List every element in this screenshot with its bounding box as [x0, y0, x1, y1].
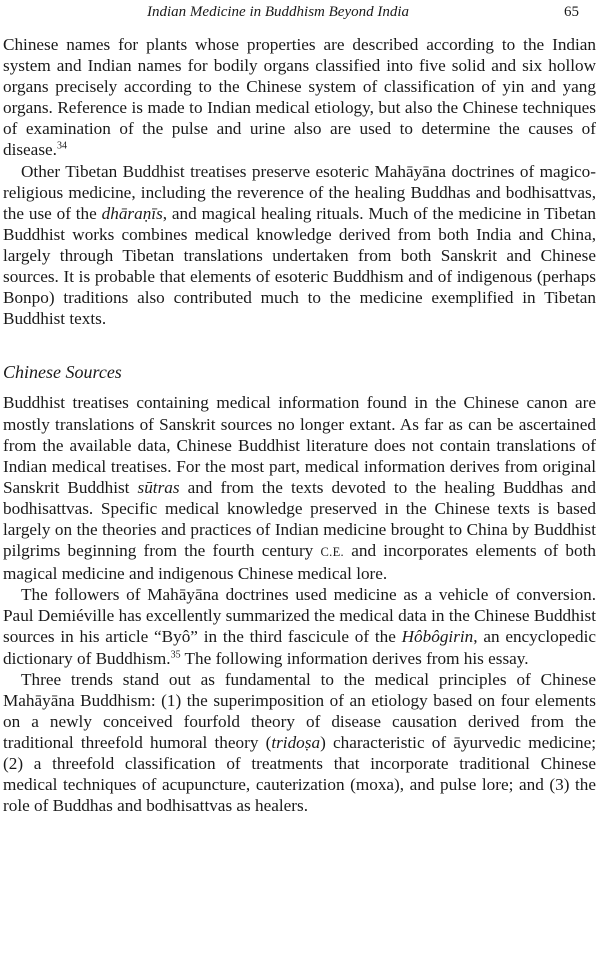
footnote-ref-34: 34	[56, 140, 67, 152]
paragraph-2-text-b: , and magical healing rituals. Much of the medicine in Tibetan Buddhist works combines medical knowledge derived from both India and China, largely through Tibetan translations undertaken from both Sanskrit and Chinese sources. It is probable that elements of esoteric Buddhism and of indigenous (perhaps Bonpo) traditions also contributed much to the medicine exemplified in Tibetan Buddhist texts.	[3, 203, 596, 329]
paragraph-4-text-a: The followers of Mahāyāna doctrines used medicine as a vehicle of conversion. Paul Demiéville has excellently summarized the medical data in the Chinese Buddhist sources in his article	[3, 585, 596, 647]
hobogirin-title: Hôbôgirin	[401, 627, 474, 647]
paragraph-3-text-b: and from the texts devoted to the healing Buddhas and bodhisattvas. Specific medical knowledge preserved in the Chinese texts is based largely on the theories and practices of Indian medicine brought to China by Buddhist pilgrims beginning from the fourth century	[3, 477, 596, 561]
sutras-term: sūtras	[137, 477, 180, 497]
paragraph-5-text-a: Three trends stand out as fundamental to the medical principles of Chinese Mahāyāna Buddhism: (1) the superimposition of an etiology based on four elements on a newly conceived fourfold theory of disease causation derived from the traditional threefold humoral theory (	[3, 669, 596, 752]
paragraph-4-text-c: , an encyclopedic dictionary of Buddhism.	[3, 627, 596, 668]
page-header	[0, 4, 600, 24]
era-abbreviation: C.E.	[320, 545, 344, 560]
paragraph-5	[3, 669, 596, 817]
paragraph-3	[3, 392, 596, 584]
paragraph-1-text: Chinese names for plants whose properties are described according to the Indian system and Indian names for bodily organs classified into five solid and six hollow organs precisely according to the Chinese system of classification of yin and yang organs. Reference is made to Indian medical etiology, but also the Chinese techniques of examination of the pulse and urine also are used to determine the causes of disease.	[3, 35, 596, 160]
footnote-ref-35: 35	[170, 648, 181, 660]
paragraph-1	[3, 34, 596, 161]
running-title: Indian Medicine in Buddhism Beyond India	[147, 4, 410, 20]
paragraph-5-text-b: ) characteristic of āyurvedic medicine; (2) a threefold classification of treatments that incorporate traditional Chinese medical techniques of acupuncture, cauterization (moxa), and pulse lore; and (3) the role of Buddhas and bodhisattvas as healers.	[3, 732, 596, 816]
page-body	[3, 34, 596, 816]
page-number: 65	[564, 4, 579, 20]
paragraph-4	[3, 584, 596, 668]
section-heading: Chinese Sources	[3, 362, 122, 383]
paragraph-2-text-a: Other Tibetan Buddhist treatises preserve esoteric Mahāyāna doctrines of magico-religious medicine, including the reverence of the healing Buddhas and bodhisattvas, the use of the	[3, 161, 596, 223]
paragraph-3-text-a: Buddhist treatises containing medical information found in the Chinese canon are mostly translations of Sanskrit sources no longer extant. As far as can be ascertained from the available data, Chinese Buddhist literature does not contain translations of Indian medical treatises. For the most part, medical information derives from original Sanskrit Buddhist	[3, 393, 596, 497]
paragraph-4-text-b: in the third fascicule of the	[197, 627, 402, 647]
article-title: “Byô”	[154, 627, 198, 647]
paragraph-4-text-d: The following information derives from his essay.	[180, 648, 529, 668]
dharanis-term: dhāraṇīs	[101, 203, 163, 223]
tridosa-term: tridoṣa	[271, 732, 321, 752]
paragraph-2	[3, 161, 596, 330]
paragraph-3-text-c: and incorporates elements of both magical medicine and indigenous Chinese medical lore.	[3, 541, 596, 584]
